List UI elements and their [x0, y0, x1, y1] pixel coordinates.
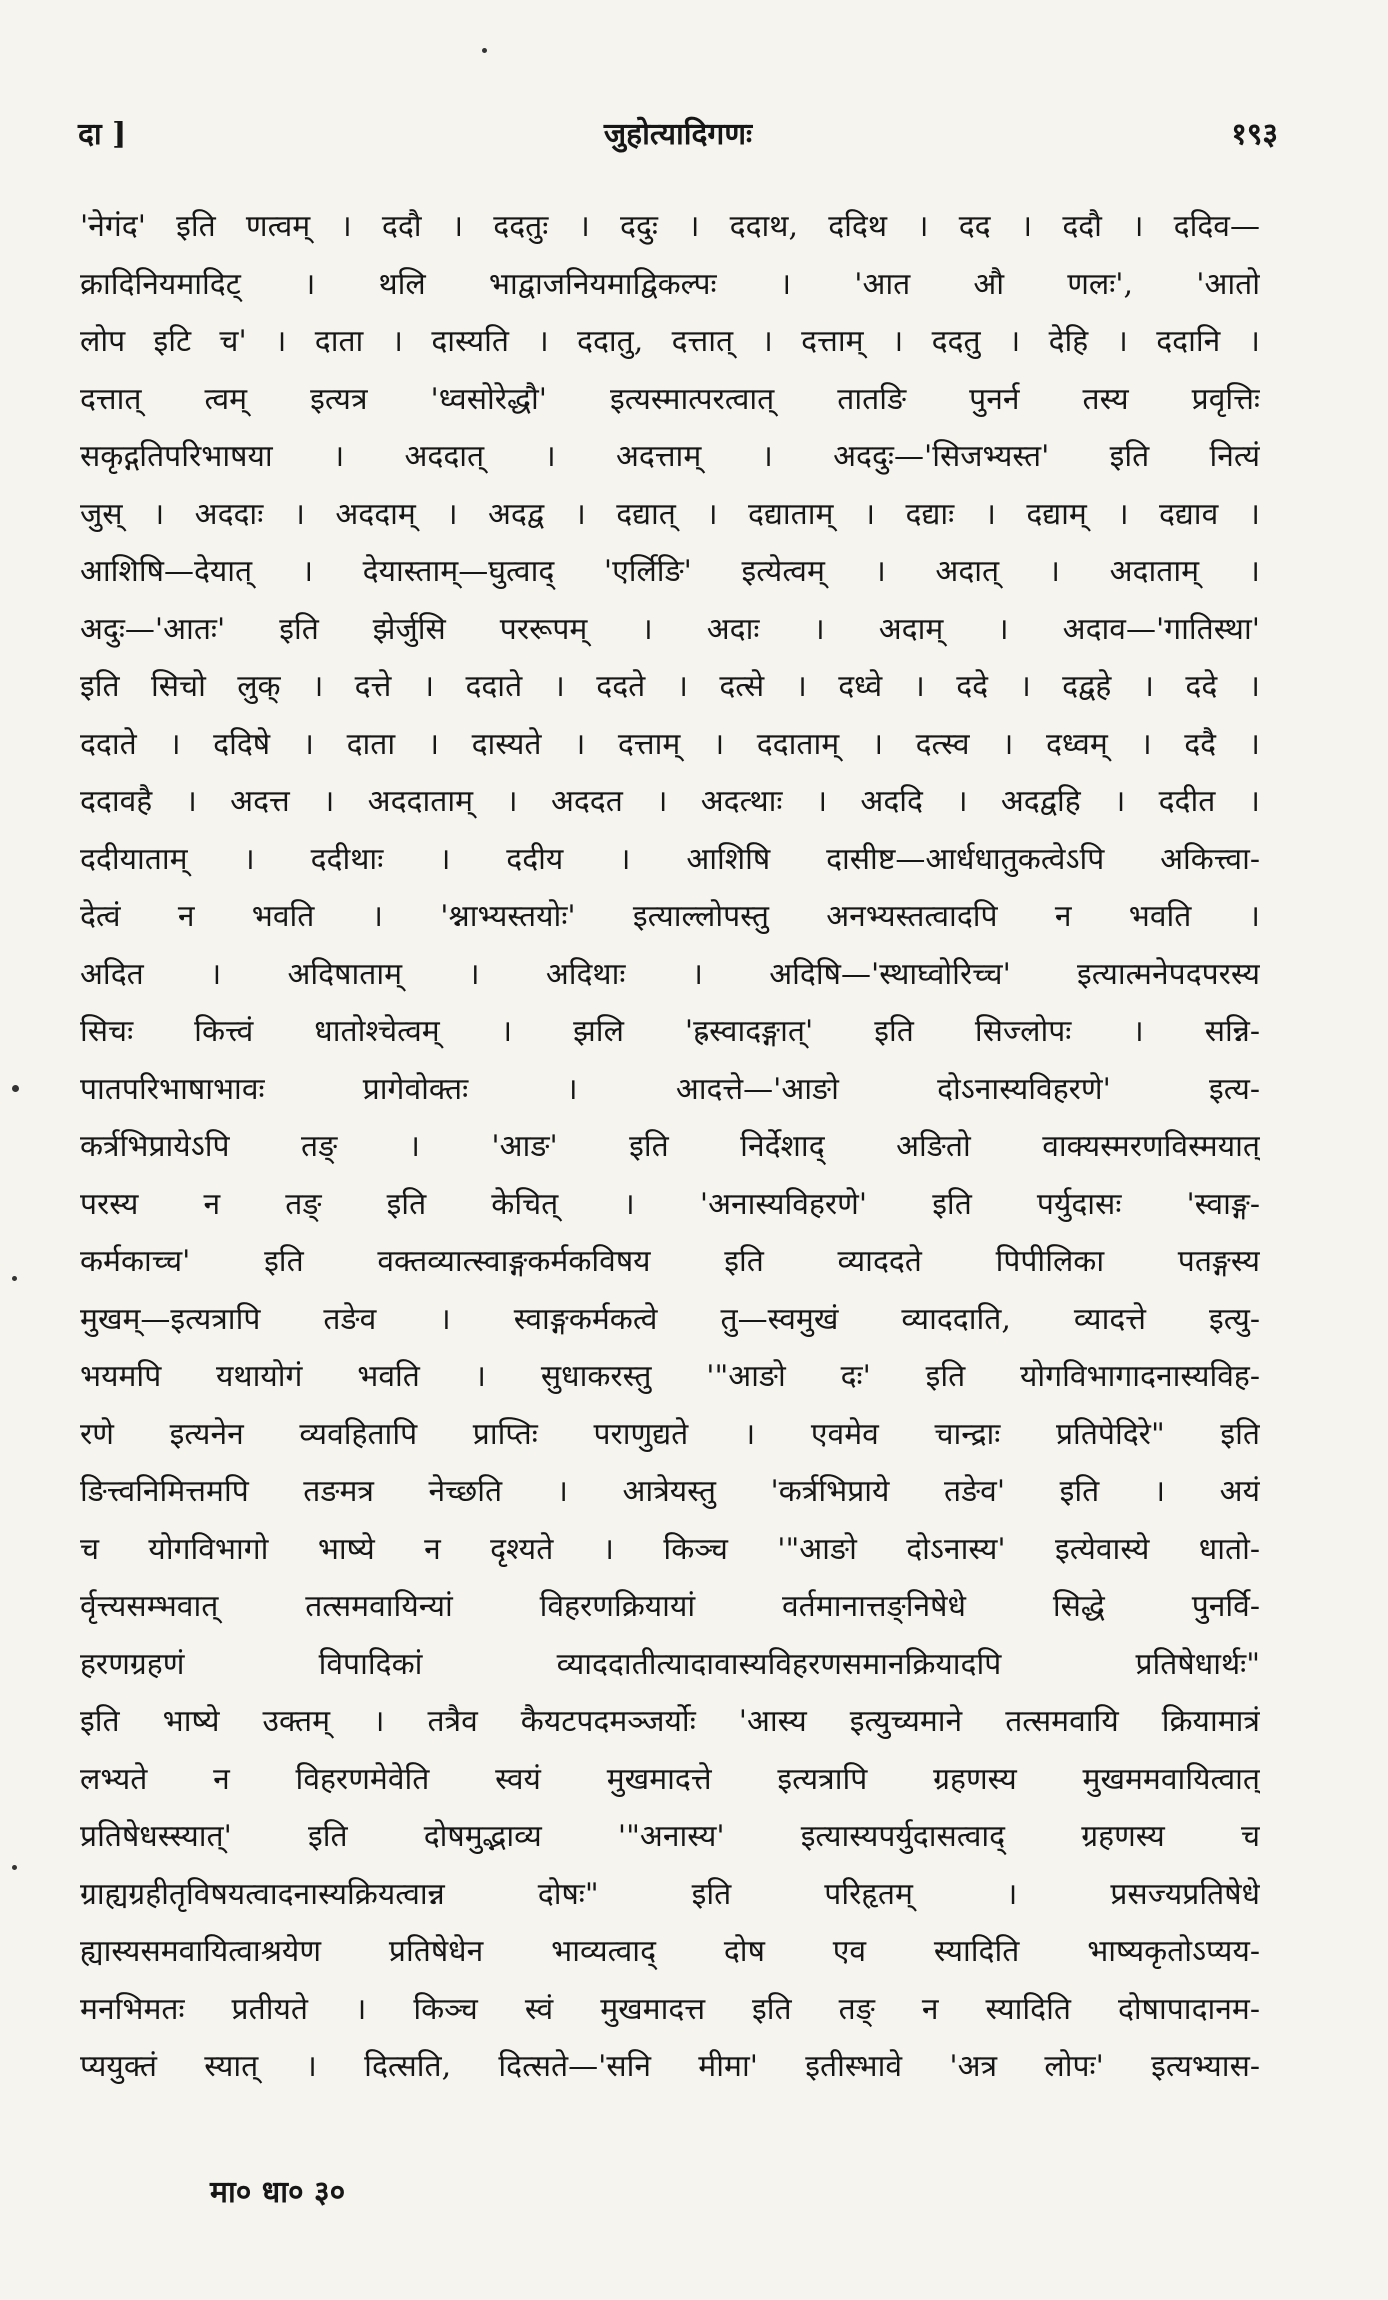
text-line: हरणग्रहणं विपादिकां व्याददातीत्यादावास्यविहरणसमानक्रियादपि प्रतिषेधार्थः"	[80, 1646, 1260, 1682]
text-line: मनभिमतः प्रतीयते । किञ्च स्वं मुखमादत्त इति तङ् न स्यादिति दोषापादानम-	[80, 1991, 1260, 2027]
signature-mark: मा० धा० ३०	[210, 2175, 346, 2210]
body-text	[80, 198, 1260, 2096]
text-line: जुस् । अददाः । अददाम् । अदद्व । दद्यात् । दद्याताम् । दद्याः । दद्याम् । दद्याव ।	[80, 496, 1260, 532]
text-line: र्वृत्त्यसम्भवात् तत्समवायिन्यां विहरणक्रियायां वर्तमानात्तङ्निषेधे सिद्धे पुनर्वि-	[80, 1589, 1260, 1624]
text-line: कर्मकाच्च' इति वक्तव्यात्स्वाङ्गकर्मकविषय इति व्याददते पिपीलिका पतङ्गस्य	[80, 1244, 1260, 1279]
text-line: देत्वं न भवति । 'श्नाभ्यस्तयोः' इत्याल्लोपस्तु अनभ्यस्तत्वादपि न भवति ।	[80, 899, 1260, 934]
text-line: अदित । अदिषाताम् । अदिथाः । अदिषि—'स्थाघ्वोरिच्च' इत्यात्मनेपदपरस्य	[80, 956, 1260, 992]
text-line: मुखम्—इत्यत्रापि तङेव । स्वाङ्गकर्मकत्वे तु—स्वमुखं व्याददाति, व्यादत्ते इत्यु-	[80, 1301, 1260, 1337]
text-line: लभ्यते न विहरणमेवेति स्वयं मुखमादत्ते इत्यत्रापि ग्रहणस्य मुखममवायित्वात्	[80, 1761, 1260, 1797]
text-line: लोप इटि च' । दाता । दास्यति । ददातु, दत्तात् । दत्ताम् । ददतु । देहि । ददानि ।	[80, 324, 1260, 359]
header-section-mark: दा ]	[78, 117, 127, 152]
text-line: भयमपि यथायोगं भवति । सुधाकरस्तु '"आङो दः' इति योगविभागादनास्यविह-	[80, 1359, 1260, 1394]
text-line: ददाते । ददिषे । दाता । दास्यते । दत्ताम् । ददाताम् । दत्स्व । दध्वम् । ददै ।	[80, 726, 1260, 762]
text-line: सिचः कित्त्वं धातोश्चेत्वम् । झलि 'ह्रस्वादङ्गात्' इति सिज्लोपः । सन्नि-	[80, 1014, 1260, 1049]
text-line: परस्य न तङ् इति केचित् । 'अनास्यविहरणे' इति पर्युदासः 'स्वाङ्ग-	[80, 1186, 1260, 1222]
text-line: ग्राह्यग्रहीतृविषयत्वादनास्यक्रियत्वान्न दोषः" इति परिहृतम् । प्रसज्यप्रतिषेधे	[80, 1876, 1260, 1912]
text-line: प्रतिषेधस्स्यात्' इति दोषमुद्भाव्य '"अनास्य' इत्यास्यपर्युदासत्वाद् ग्रहणस्य च	[80, 1819, 1260, 1854]
text-line: ददीयाताम् । ददीथाः । ददीय । आशिषि दासीष्ट—आर्धधातुकत्वेऽपि अकित्त्वा-	[80, 841, 1260, 877]
text-line: इति सिचो लुक् । दत्ते । ददाते । ददते । दत्से । दध्वे । ददे । दद्वहे । ददे ।	[80, 669, 1260, 704]
text-line: प्ययुक्तं स्यात् । दित्सति, दित्सते—'सनि मीमा' इतीस्भावे 'अत्र लोपः' इत्यभ्यास-	[80, 2049, 1260, 2084]
text-line: आशिषि—देयात् । देयास्ताम्—घुत्वाद् 'एर्लिङि' इत्येत्वम् । अदात् । अदाताम् ।	[80, 554, 1260, 589]
text-line: सकृद्गतिपरिभाषया । अददात् । अदत्ताम् । अददुः—'सिजभ्यस्त' इति नित्यं	[80, 439, 1260, 474]
text-line: इति भाष्ये उक्तम् । तत्रैव कैयटपदमञ्जर्योः 'आस्य इत्युच्यमाने तत्समवायि क्रियामात्रं	[80, 1704, 1260, 1739]
text-line: च योगविभागो भाष्ये न दृश्यते । किञ्च '"आङो दोऽनास्य' इत्येवास्ये धातो-	[80, 1531, 1260, 1567]
print-speck	[12, 1865, 17, 1870]
text-line: क्रादिनियमादिट् । थलि भाद्वाजनियमाद्विकल्पः । 'आत औ णलः', 'आतो	[80, 266, 1260, 302]
print-speck	[12, 1085, 19, 1092]
running-header	[78, 112, 1278, 162]
header-title: जुहोत्यादिगणः	[603, 117, 753, 152]
text-line: 'नेगंद' इति णत्वम् । ददौ । ददतुः । ददुः । ददाथ, ददिथ । दद । ददौ । ददिव—	[80, 209, 1260, 244]
print-speck	[482, 48, 487, 53]
page-number: १९३	[1231, 117, 1278, 152]
text-line: ददावहै । अदत्त । अददाताम् । अददत । अदत्थाः । अददि । अदद्वहि । ददीत ।	[80, 784, 1260, 819]
print-speck	[12, 1276, 17, 1281]
text-line: ङित्त्वनिमित्तमपि तङमत्र नेच्छति । आत्रेयस्तु 'कर्त्रभिप्राये तङेव' इति । अयं	[80, 1474, 1260, 1509]
text-line: रणे इत्यनेन व्यवहितापि प्राप्तिः पराणुद्यते । एवमेव चान्द्राः प्रतिपेदिरे" इति	[80, 1416, 1260, 1452]
text-line: कर्त्रभिप्रायेऽपि तङ् । 'आङ' इति निर्देशाद् अङितो वाक्यस्मरणविस्मयात्	[80, 1129, 1260, 1164]
text-line: दत्तात् त्वम् इत्यत्र 'ध्वसोरेद्धौ' इत्यस्मात्परत्वात् तातङि पुनर्न तस्य प्रवृत्तिः	[80, 381, 1260, 417]
text-line: अदुः—'आतः' इति झेर्जुसि पररूपम् । अदाः । अदाम् । अदाव—'गातिस्था'	[80, 611, 1260, 647]
text-line: ह्यास्यसमवायित्वाश्रयेण प्रतिषेधेन भाव्यत्वाद् दोष एव स्यादिति भाष्यकृतोऽप्यय-	[80, 1934, 1260, 1969]
text-line: पातपरिभाषाभावः प्रागेवोक्तः । आदत्ते—'आङो दोऽनास्यविहरणे' इत्य-	[80, 1071, 1260, 1107]
